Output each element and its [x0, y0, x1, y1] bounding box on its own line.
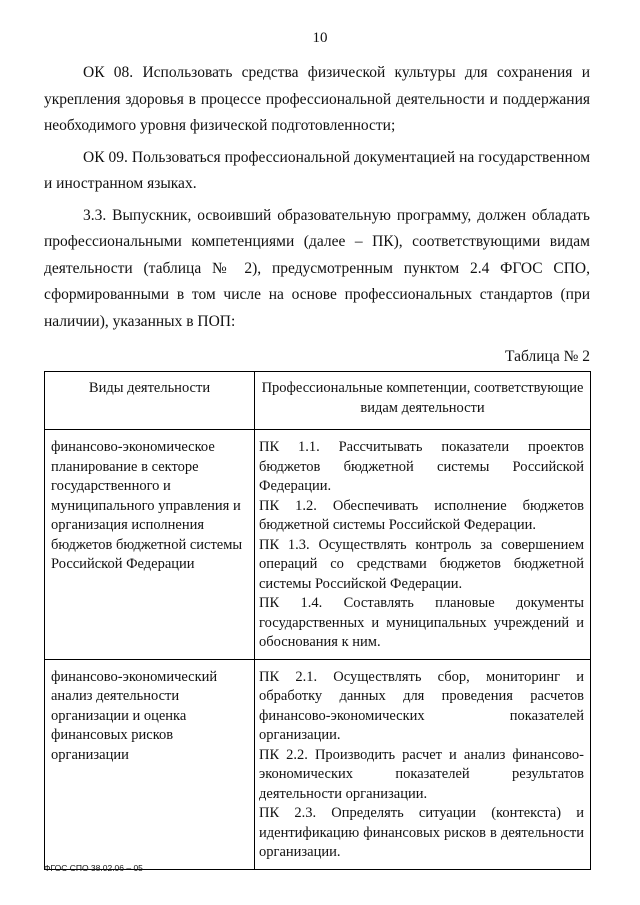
competency-item: ПК 2.2. Производить расчет и анализ финансово-экономических показателей результатов деятельности организации.	[259, 746, 584, 802]
paragraph-ok09: ОК 09. Пользоваться профессиональной документацией на государственном и иностранном языках.	[44, 148, 590, 192]
page-number: 10	[312, 30, 328, 46]
header-activities: Виды деятельности	[45, 372, 255, 430]
competency-item: ПК 2.1. Осуществлять сбор, мониторинг и обработку данных для проведения расчетов финансово-экономических показателей организации.	[259, 668, 584, 743]
competency-item: ПК 1.1. Рассчитывать показатели проектов бюджетов бюджетной системы Российской Федерации.	[259, 439, 584, 494]
activity-cell: финансово-экономический анализ деятельности организации и оценка финансовых рисков организации	[45, 659, 255, 869]
competencies-cell	[255, 659, 591, 869]
table-caption: Таблица № 2	[505, 348, 590, 365]
footer-code: ФГОС СПО 38.02.06 – 05	[44, 863, 143, 873]
table-row	[45, 430, 591, 660]
competency-item: ПК 1.4. Составлять плановые документы государственных и муниципальных учреждений и обоснования к ним.	[259, 595, 584, 650]
activity-cell: финансово-экономическое планирование в секторе государственного и муниципального управления и организация исполнения бюджетов бюджетной системы Российской Федерации	[45, 430, 255, 660]
header-competencies: Профессиональные компетенции, соответствующие видам деятельности	[255, 372, 591, 430]
body-text	[44, 60, 590, 371]
competency-item: ПК 1.3. Осуществлять контроль за совершением операций со средствами бюджетов бюджетной системы Российской Федерации.	[259, 536, 584, 592]
competency-item: ПК 1.2. Обеспечивать исполнение бюджетов бюджетной системы Российской Федерации.	[259, 497, 584, 533]
table-row	[45, 659, 591, 869]
competencies-cell	[255, 430, 591, 660]
competencies-table	[44, 371, 591, 870]
competency-item: ПК 2.3. Определять ситуации (контекста) и идентификацию финансовых рисков в деятельности организации.	[259, 805, 584, 860]
table-header-row	[45, 372, 591, 430]
paragraph-3-3: 3.3. Выпускник, освоивший образовательную программу, должен обладать профессиональными компетенциями (далее – ПК), соответствующими видам деятельности (таблица № 2), предусмотренным пунктом 2.4 ФГОС СПО, сформированными в том числе на основе профессиональных стандартов (при наличии), указанных в ПОП:	[44, 206, 590, 330]
paragraph-ok08: ОК 08. Использовать средства физической культуры для сохранения и укрепления здоровья в процессе профессиональной деятельности и поддержания необходимого уровня физической подготовленности;	[44, 64, 590, 134]
